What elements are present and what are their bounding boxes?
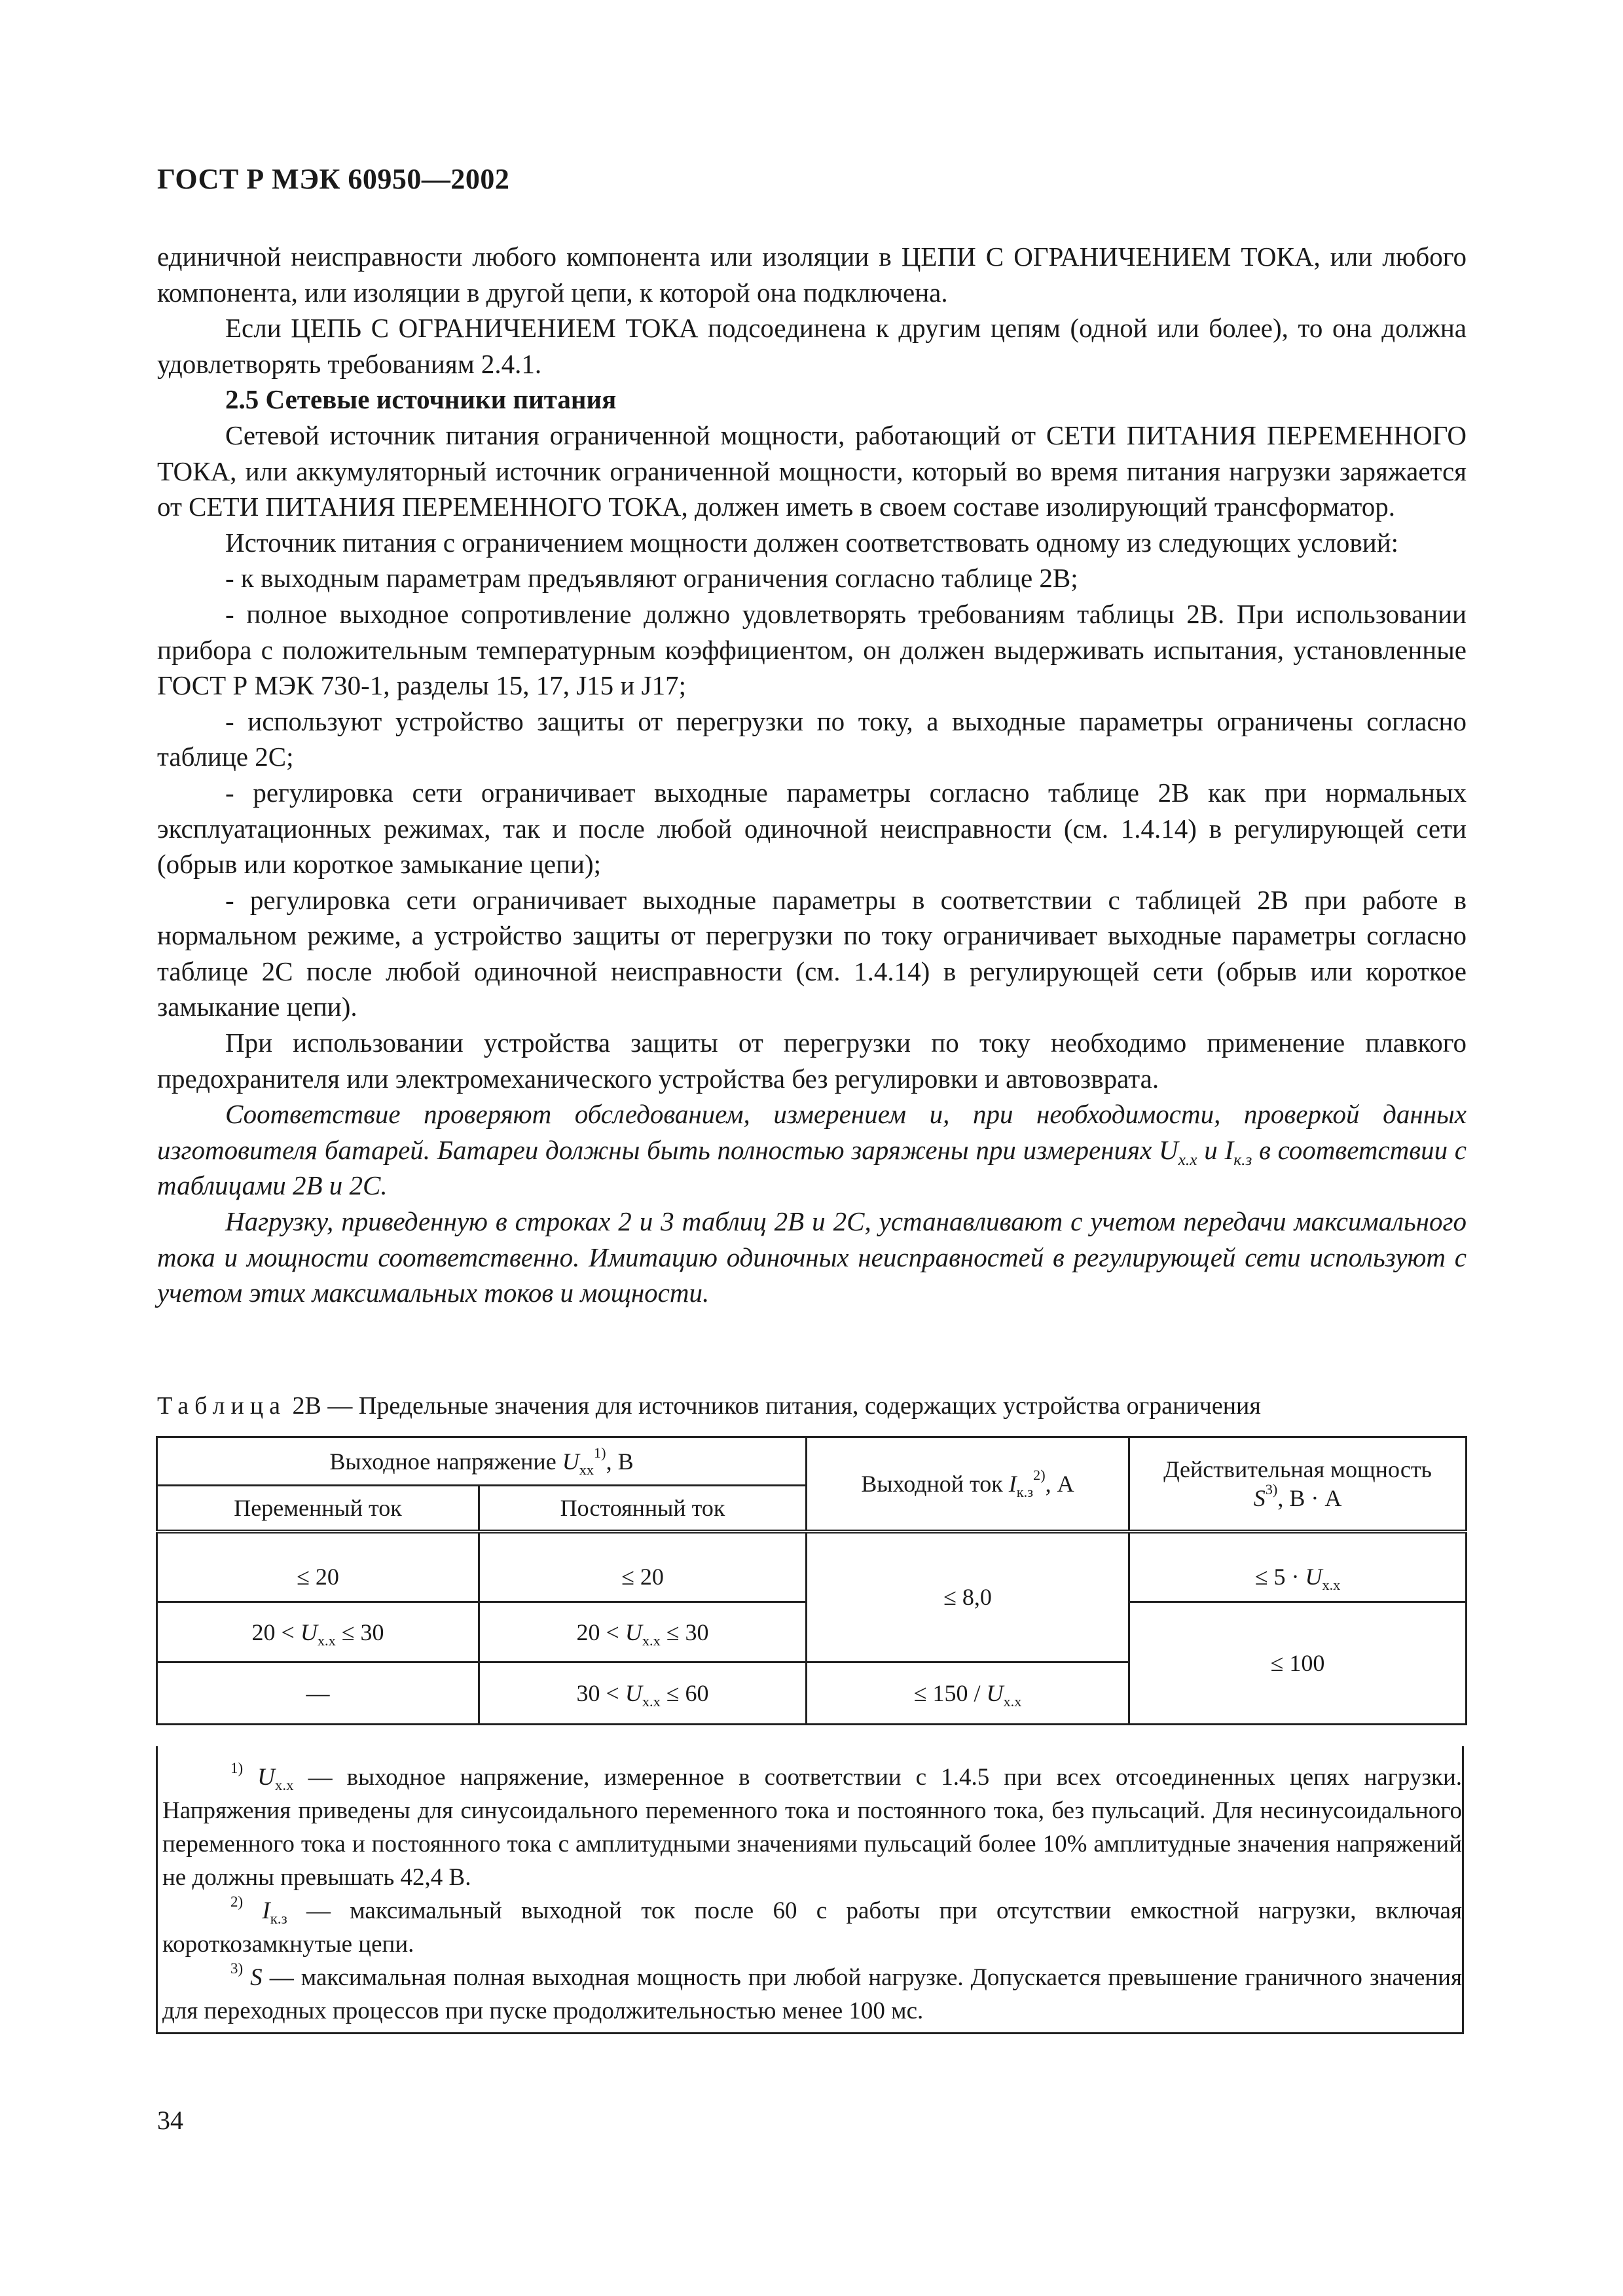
cell-dc: $20 < U_{х.х} \le 30$ xyxy=(479,1602,807,1662)
header-dc: Постоянный ток xyxy=(479,1486,807,1532)
paragraph-continuation: единичной неисправности любого компонента или изоляции в ЦЕПИ С ОГРАНИЧЕНИЕМ ТОКА, или любого компонента, или изоляции в другой цепи, к которой она подключена. xyxy=(157,242,1467,308)
cell-current: ≤ $150 / U_{х.х}$ xyxy=(807,1662,1129,1725)
footnote: $^{3)}$ S — максимальная полная выходная мощность при любой нагрузке. Допускается превышение граничного значения для переходных процессов при пуске продолжительностью менее 100 мс. xyxy=(162,1960,1462,2024)
table-notes xyxy=(162,1761,1462,2028)
paragraph: Если ЦЕПЬ С ОГРАНИЧЕНИЕМ ТОКА подсоединена к другим цепям (одной или более), то она должна удовлетворять требованиям 2.4.1. xyxy=(157,313,1467,379)
cell-power: ≤ $5 \cdot U_{х.х}$ xyxy=(1129,1532,1467,1602)
paragraph: Сетевой источник питания ограниченной мощности, работающий от СЕТИ ПИТАНИЯ ПЕРЕМЕННОГО ТОКА, или аккумуляторный источник ограниченной мощности, который во время питания нагрузки заряжается от СЕТИ ПИТАНИЯ ПЕРЕМЕННОГО ТОКА, должен иметь в своем составе изолирующий трансформатор. xyxy=(157,420,1467,522)
paragraph: При использовании устройства защиты от перегрузки по току необходимо применение плавкого предохранителя или электромеханического устройства без регулировки и автовозврата. xyxy=(157,1028,1467,1094)
header-ac: Переменный ток xyxy=(157,1486,479,1532)
cell-current-merged: ≤ 8,0 xyxy=(807,1532,1129,1662)
page-number: 34 xyxy=(157,2106,183,2135)
list-item: - регулировка сети ограничивает выходные параметры в соответствии с таблицей 2В при работе в нормальном режиме, а устройство защиты от перегрузки по току ограничивает выходные параметры согласно таблице 2С после любой одиночной неисправности (см. 1.4.14) в регулирующей сети (обрыв или короткое замыкание цепи). xyxy=(157,884,1467,1022)
cell-power: ≤ 100 xyxy=(1129,1602,1467,1725)
header-apparent-power: Действительная мощность $S^{3)}$, В · А xyxy=(1129,1437,1467,1532)
footnote: $^{1)}$ $U_{х.х}$ — выходное напряжение, измеренное в соответствии с 1.4.5 при всех отсоединенных цепях нагрузки. Напряжения приведены для синусоидального переменного тока и постоянного тока, без пульсаций. Для несинусоидального переменного тока и постоянного тока с амплитудными значениями пульсаций более 10% амплитудные значения напряжений не должны превышать 42,4 В. xyxy=(162,1760,1463,1891)
compliance-paragraph: Соответствие проверяют обследованием, измерением и, при необходимости, проверкой данных изготовителя батарей. Батареи должны быть полностью заряжены при измерениях $U_{х.х}$ и $I_{к.з}$ в соответствии с таблицами 2В и 2С. xyxy=(157,1099,1467,1201)
cell-ac: ≤ 20 xyxy=(157,1532,479,1602)
list-item: - к выходным параметрам предъявляют ограничения согласно таблице 2В; xyxy=(225,563,1078,594)
limits-table xyxy=(156,1436,1467,1725)
list-item: - используют устройство защиты от перегрузки по току, а выходные параметры ограничены согласно таблице 2С; xyxy=(157,706,1467,772)
paragraph: Источник питания с ограничением мощности должен соответствовать одному из следующих условий: xyxy=(225,527,1399,558)
cell-dc: ≤ 20 xyxy=(479,1532,807,1602)
cell-ac: — xyxy=(157,1662,479,1725)
page-header: ГОСТ Р МЭК 60950—2002 xyxy=(157,163,510,195)
list-item: - полное выходное сопротивление должно удовлетворять требованиям таблицы 2В. При использовании прибора с положительным температурным коэффициентом, он должен выдерживать испытания, установленные ГОСТ Р МЭК 730-1, разделы 15, 17, J15 и J17; xyxy=(157,598,1467,701)
header-output-voltage: Выходное напряжение $U_{хх}^{1)}$, В xyxy=(157,1437,807,1486)
cell-ac: $20 < U_{х.х} \le 30$ xyxy=(157,1602,479,1662)
header-output-current: Выходной ток $I_{к.з}^{2)}$, А xyxy=(807,1437,1129,1532)
footnote: $^{2)}$ $I_{к.з}$ — максимальный выходной ток после 60 с работы при отсутствии емкостной нагрузки, включая короткозамкнутые цепи. xyxy=(162,1893,1463,1958)
table-caption: Таблица 2В — Предельные значения для источников питания, содержащих устройства ограничения xyxy=(157,1392,1261,1420)
compliance-paragraph: Нагрузку, приведенную в строках 2 и 3 таблиц 2В и 2С, устанавливают с учетом передачи максимального тока и мощности соответственно. Имитацию одиночных неисправностей в регулирующей сети используют с учетом этих максимальных токов и мощности. xyxy=(157,1206,1467,1308)
list-item: - регулировка сети ограничивает выходные параметры согласно таблице 2В как при нормальных эксплуатационных режимах, так и после любой одиночной неисправности (см. 1.4.14) в регулирующей сети (обрыв или короткое замыкание цепи); xyxy=(157,777,1467,880)
body-text xyxy=(157,239,1467,1311)
section-heading: 2.5 Сетевые источники питания xyxy=(225,384,617,415)
cell-dc: $30 < U_{х.х} \le 60$ xyxy=(479,1662,807,1725)
